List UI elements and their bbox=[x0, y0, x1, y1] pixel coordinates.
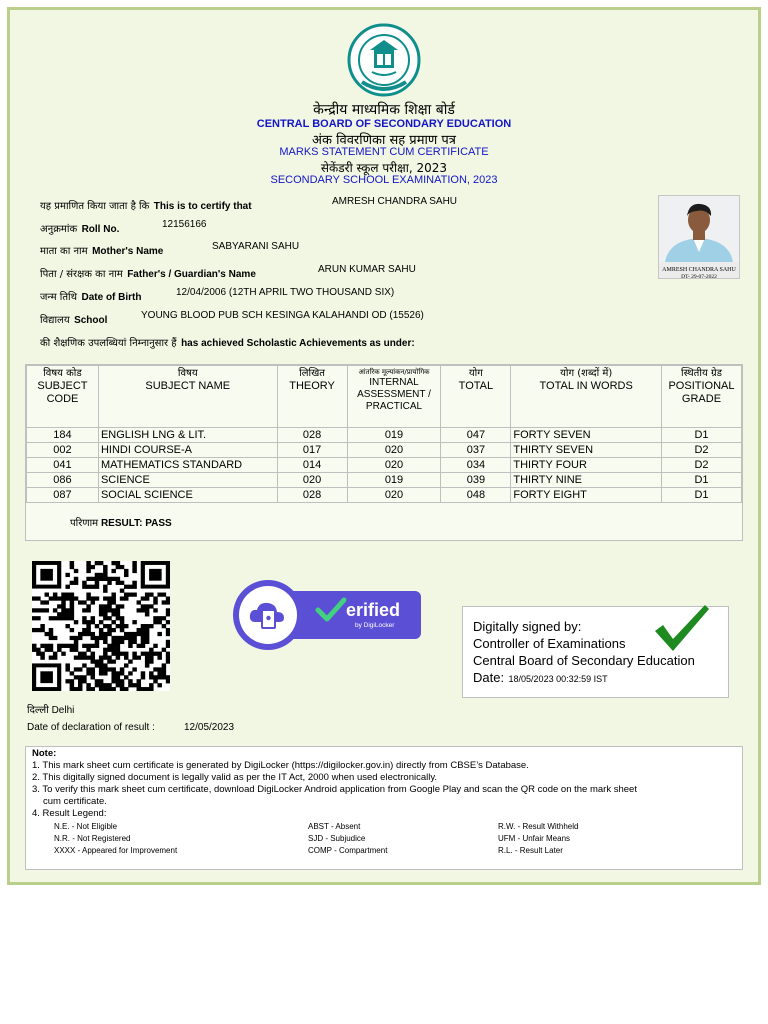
photo-caption-name: AMRESH CHANDRA SAHU bbox=[662, 267, 736, 273]
legend-item: N.R. - Not Registered bbox=[54, 834, 131, 843]
exam-hindi: सेकेंडरी स्कूल परीक्षा, 2023 bbox=[320, 161, 448, 175]
field-school bbox=[40, 310, 107, 328]
header-subject-name: विषय SUBJECT NAME bbox=[98, 366, 277, 428]
note-item: cum certificate. bbox=[43, 796, 107, 807]
sign-date-label: Date: bbox=[473, 670, 505, 685]
table-row: 041 MATHEMATICS STANDARD 014 020 034 THIRTY FOUR D2 bbox=[27, 458, 742, 473]
legend-item: SJD - Subjudice bbox=[308, 834, 366, 843]
exam-english: SECONDARY SCHOOL EXAMINATION, 2023 bbox=[270, 174, 498, 186]
place-english: Delhi bbox=[51, 705, 75, 716]
legend-item: N.E. - Not Eligible bbox=[54, 822, 118, 831]
sign-line-2: Controller of Examinations bbox=[473, 636, 626, 651]
declaration-date: 12/05/2023 bbox=[184, 722, 235, 733]
candidate-name: AMRESH CHANDRA SAHU bbox=[332, 196, 458, 207]
marks-table bbox=[25, 364, 743, 541]
header-grade: स्थितीय ग्रेड POSITIONAL GRADE bbox=[661, 366, 741, 428]
result-line bbox=[70, 515, 172, 529]
legend-item: R.L. - Result Later bbox=[498, 846, 563, 855]
verified-text: erified bbox=[346, 600, 401, 620]
achievement-hindi: की शैक्षणिक उपलब्धियां निम्नानुसार हैं bbox=[40, 338, 177, 349]
photo-caption-date: DT- 29-07-2022 bbox=[681, 274, 717, 279]
table-row: 086 SCIENCE 020 019 039 THIRTY NINE D1 bbox=[27, 473, 742, 488]
field-label-english: School bbox=[74, 315, 108, 326]
field-label-english: This is to certify that bbox=[153, 201, 252, 212]
title-english: MARKS STATEMENT CUM CERTIFICATE bbox=[279, 146, 489, 158]
sign-line-1: Digitally signed by: bbox=[473, 619, 582, 634]
field-label-hindi: जन्म तिथि bbox=[40, 292, 78, 303]
declaration-label: Date of declaration of result : bbox=[27, 722, 155, 733]
table-row: 087 SOCIAL SCIENCE 028 020 048 FORTY EIGHT D1 bbox=[27, 488, 742, 503]
achievement-line bbox=[40, 333, 415, 351]
legend-item: COMP - Compartment bbox=[308, 846, 388, 855]
mother-name: SABYARANI SAHU bbox=[212, 241, 300, 252]
field-label-english: Father's / Guardian's Name bbox=[127, 269, 256, 280]
field-label-english: Roll No. bbox=[81, 224, 120, 235]
field-certify bbox=[40, 196, 252, 214]
cloud-document-icon bbox=[247, 594, 289, 636]
title-hindi: अंक विवरणिका सह प्रमाण पत्र bbox=[312, 133, 456, 148]
digital-signature-box bbox=[462, 606, 729, 698]
header-internal: आंतरिक मूल्यांकन/प्रायोगिक INTERNAL ASSESSMENT / PRACTICAL bbox=[347, 366, 441, 428]
roll-number: 12156166 bbox=[162, 219, 207, 230]
verified-badge bbox=[233, 580, 421, 650]
place-hindi: दिल्ली bbox=[27, 705, 49, 716]
achievement-english: has achieved Scholastic Achievements as under: bbox=[181, 338, 415, 349]
header-total-words: योग (शब्दों में) TOTAL IN WORDS bbox=[511, 366, 662, 428]
sign-line-3: Central Board of Secondary Education bbox=[473, 653, 695, 668]
person-photo-icon bbox=[659, 196, 739, 262]
green-tick-icon bbox=[651, 601, 713, 655]
field-label-english: Date of Birth bbox=[81, 292, 142, 303]
qr-code-icon bbox=[32, 561, 170, 691]
field-label-hindi: अनुक्रमांक bbox=[40, 224, 78, 235]
field-dob bbox=[40, 287, 141, 305]
field-label-hindi: माता का नाम bbox=[40, 246, 88, 257]
legend-item: R.W. - Result Withheld bbox=[498, 822, 579, 831]
legend-item: ABST - Absent bbox=[308, 822, 361, 831]
field-mother bbox=[40, 241, 163, 259]
note-item: 4. Result Legend: bbox=[32, 808, 107, 819]
field-roll bbox=[40, 219, 119, 237]
place bbox=[27, 702, 74, 716]
board-name-english: CENTRAL BOARD OF SECONDARY EDUCATION bbox=[256, 118, 512, 130]
notes-title: Note: bbox=[32, 748, 57, 759]
date-of-birth: 12/04/2006 (12TH APRIL TWO THOUSAND SIX) bbox=[176, 287, 395, 298]
field-father bbox=[40, 264, 256, 282]
verified-subtext: by DigiLocker bbox=[355, 622, 395, 629]
father-name: ARUN KUMAR SAHU bbox=[318, 264, 416, 275]
field-label-english: Mother's Name bbox=[92, 246, 164, 257]
candidate-photo bbox=[658, 195, 740, 279]
header-theory: लिखित THEORY bbox=[277, 366, 347, 428]
board-name-hindi: केन्द्रीय माध्यमिक शिक्षा बोर्ड bbox=[313, 102, 455, 118]
table-row: 184 ENGLISH LNG & LIT. 028 019 047 FORTY SEVEN D1 bbox=[27, 428, 742, 443]
legend-item: XXXX - Appeared for Improvement bbox=[54, 846, 178, 855]
sign-date bbox=[473, 669, 608, 687]
notes-box bbox=[25, 746, 743, 870]
header-total: योग TOTAL bbox=[441, 366, 511, 428]
note-item: 1. This mark sheet cum certificate is generated by DigiLocker (https://digilocker.gov.in) directly from CBSE’s Database. bbox=[32, 760, 529, 771]
header-subject-code: विषय कोड SUBJECT CODE bbox=[27, 366, 99, 428]
school-name: YOUNG BLOOD PUB SCH KESINGA KALAHANDI OD (15526) bbox=[141, 310, 424, 321]
legend-item: UFM - Unfair Means bbox=[498, 834, 571, 843]
note-item: 2. This digitally signed document is legally valid as per the IT Act, 2000 when used electronically. bbox=[32, 772, 438, 783]
checkmark-icon bbox=[315, 597, 347, 623]
note-item: 3. To verify this mark sheet cum certificate, download DigiLocker Android application from Google Play and scan the QR code on the mark sheet bbox=[32, 784, 637, 795]
field-label-hindi: पिता / संरक्षक का नाम bbox=[40, 269, 123, 280]
cbse-logo-icon bbox=[346, 20, 422, 100]
table-row: 002 HINDI COURSE-A 017 020 037 THIRTY SEVEN D2 bbox=[27, 443, 742, 458]
field-label-hindi: विद्यालय bbox=[40, 315, 70, 326]
field-label-hindi: यह प्रमाणित किया जाता है कि bbox=[40, 201, 150, 212]
result-status: RESULT: PASS bbox=[100, 518, 172, 529]
sign-date-value: 18/05/2023 00:32:59 IST bbox=[508, 674, 608, 684]
result-hindi: परिणाम bbox=[70, 518, 99, 529]
